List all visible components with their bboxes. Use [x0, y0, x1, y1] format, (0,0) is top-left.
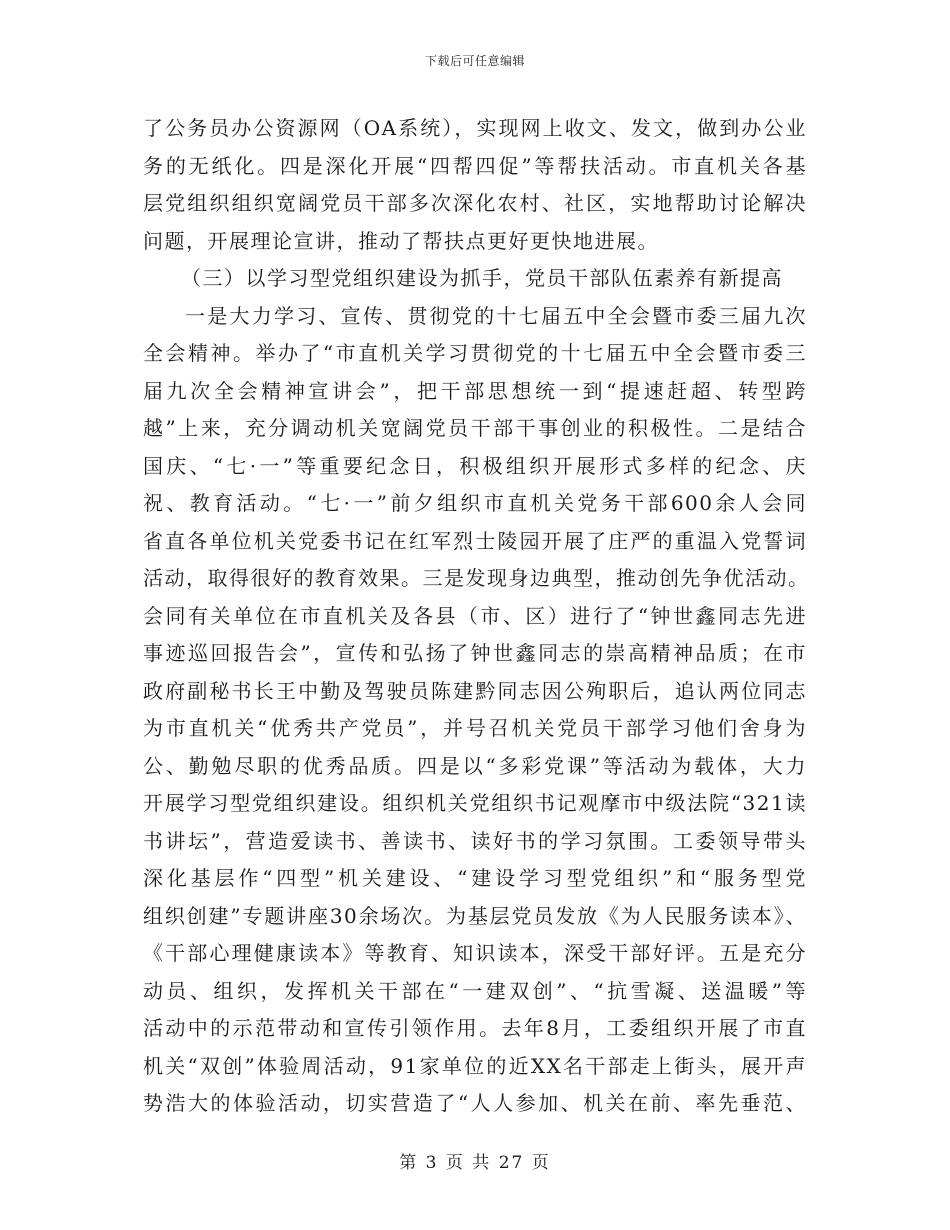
- body-line: 了公务员办公资源网（OA系统），实现网上收文、发文，做到办公业: [143, 116, 807, 140]
- body-line: 问题，开展理论宣讲，推动了帮扶点更好更快地进展。: [143, 228, 659, 253]
- document-body: [143, 110, 810, 1123]
- body-line: 政府副秘书长王中勤及驾驶员陈建黔同志因公殉职后，追认两位同志: [143, 678, 807, 703]
- body-line: 务的无纸化。四是深化开展“四帮四促”等帮扶活动。市直机关各基: [143, 153, 807, 178]
- body-line: 届九次全会精神宣讲会”，把干部思想统一到“提速赶超、转型跨: [143, 378, 807, 403]
- body-line: 公、勤勉尽职的优秀品质。四是以“多彩党课”等活动为载体，大力: [143, 753, 807, 778]
- body-line: 全会精神。举办了“市直机关学习贯彻党的十七届五中全会暨市委三: [143, 341, 807, 365]
- body-line: 机关“双创”体验周活动，91家单位的近XX名干部走上街头，展开声: [143, 1053, 807, 1078]
- body-line: 活动，取得很好的教育效果。三是发现身边典型，推动创先争优活动。: [143, 566, 810, 590]
- body-line: 会同有关单位在市直机关及各县（市、区）进行了“钟世鑫同志先进: [143, 603, 807, 628]
- body-line: 组织创建”专题讲座30余场次。为基层党员发放《为人民服务读本》、: [143, 903, 807, 928]
- body-line: 为市直机关“优秀共产党员”，并号召机关党员干部学习他们舍身为: [143, 716, 807, 740]
- page-header-note: 下载后可任意编辑: [424, 54, 525, 68]
- body-line: 势浩大的体验活动，切实营造了“人人参加、机关在前、率先垂范、: [143, 1091, 807, 1115]
- body-line: 祝、教育活动。“七·一”前夕组织市直机关党务干部600余人会同: [143, 491, 807, 515]
- body-line: 层党组织组织宽阔党员干部多次深化农村、社区，实地帮助讨论解决: [143, 191, 807, 215]
- body-line: 开展学习型党组织建设。组织机关党组织书记观摩市中级法院“321读: [143, 791, 807, 815]
- body-line: 国庆、“七·一”等重要纪念日，积极组织开展形式多样的纪念、庆: [143, 453, 807, 478]
- body-line: 深化基层作“四型”机关建设、“建设学习型党组织”和“服务型党: [143, 866, 807, 890]
- body-line: 省直各单位机关党委书记在红军烈士陵园开展了庄严的重温入党誓词: [143, 528, 807, 553]
- body-line: 动员、组织，发挥机关干部在“一建双创”、“抗雪凝、送温暖”等: [143, 978, 807, 1003]
- body-line: 书讲坛”，营造爱读书、善读书、读好书的学习氛围。工委领导带头: [143, 828, 807, 853]
- section-heading: （三）以学习型党组织建设为抓手，党员干部队伍素养有新提高: [181, 266, 783, 290]
- page-number-footer: 第 3 页 共 27 页: [399, 1153, 551, 1173]
- body-line: 越”上来，充分调动机关宽阔党员干部干事创业的积极性。二是结合: [143, 416, 807, 440]
- body-line: 一是大力学习、宣传、贯彻党的十七届五中全会暨市委三届九次: [185, 303, 807, 328]
- body-line: 事迹巡回报告会”，宣传和弘扬了钟世鑫同志的崇高精神品质；在市: [143, 641, 807, 665]
- body-line: 《干部心理健康读本》等教育、知识读本，深受干部好评。五是充分: [143, 941, 807, 965]
- body-line: 活动中的示范带动和宣传引领作用。去年8月，工委组织开展了市直: [143, 1016, 807, 1040]
